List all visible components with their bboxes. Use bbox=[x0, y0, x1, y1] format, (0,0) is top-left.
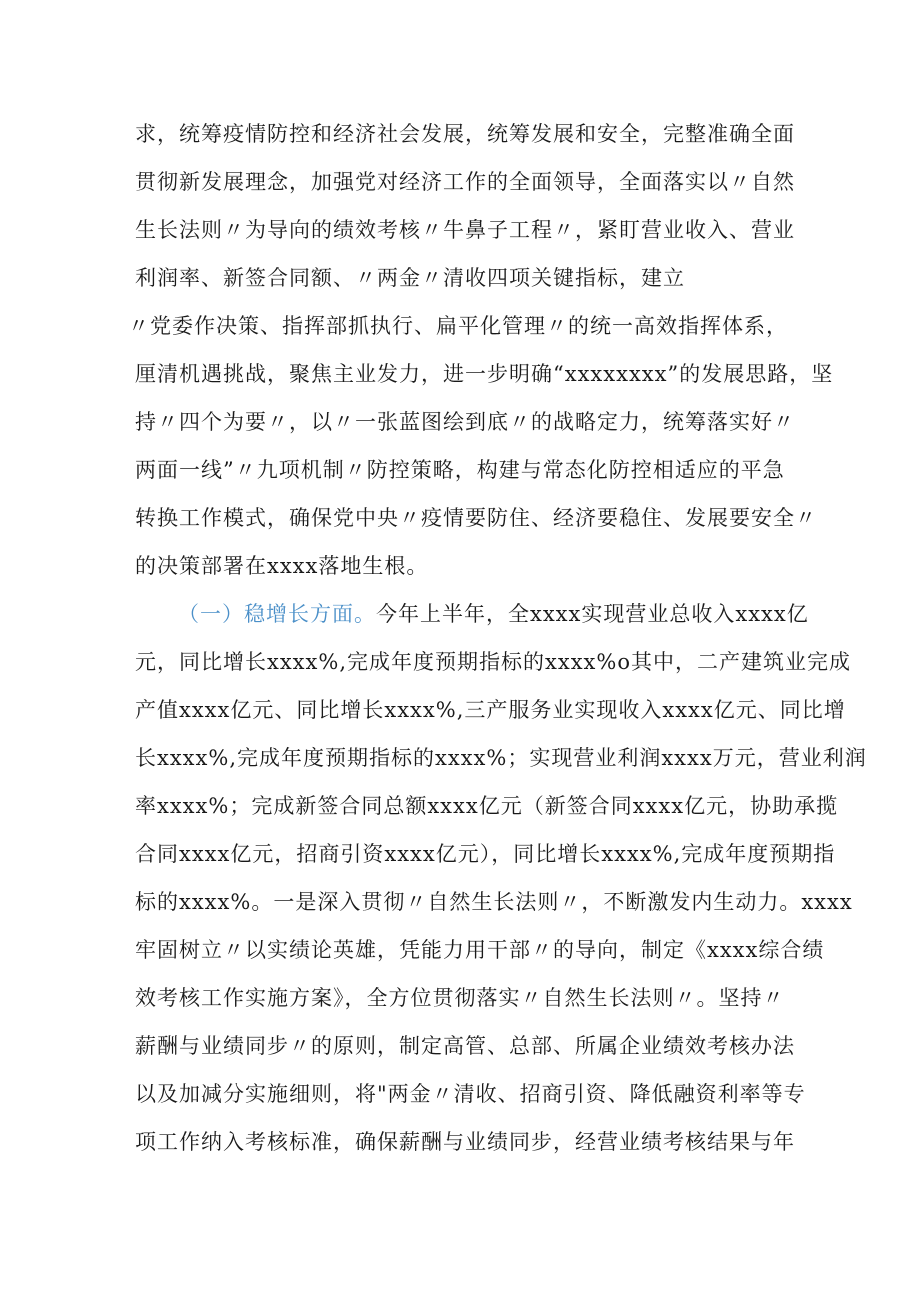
text-line: 厘清机遇挑战，聚焦主业发力，进一步明确“xxxxxxxx”的发展思路，坚 bbox=[135, 362, 834, 386]
text-line: 持〃四个为要〃，以〃一张蓝图绘到底〃的战略定力，统筹落实好〃 bbox=[135, 410, 795, 434]
text-line: 元，同比增长xxxx%,完成年度预期指标的xxxx%o其中，二产建筑业完成 bbox=[135, 650, 851, 674]
text-line: 项工作纳入考核标准，确保薪酬与业绩同步，经营业绩考核结果与年 bbox=[135, 1130, 795, 1154]
section-first-line bbox=[178, 594, 809, 634]
text-line: 产值xxxx亿元、同比增长xxxx%,三产服务业实现收入xxxx亿元、同比增 bbox=[135, 698, 846, 722]
text-line: 〃党委作决策、指挥部抓执行、扁平化管理〃的统一高效指挥体系， bbox=[128, 314, 788, 338]
text-line: 长xxxx%,完成年度预期指标的xxxx%；实现营业利润xxxx万元，营业利润 bbox=[135, 746, 867, 770]
text-line: 两面一线”〃九项机制〃防控策略，构建与常态化防控相适应的平急 bbox=[135, 458, 785, 482]
text-line: 标的xxxx%。一是深入贯彻〃自然生长法则〃，不断激发内生动力。xxxx bbox=[135, 890, 853, 914]
text-line: 以及加减分实施细则，将"两金〃清收、招商引资、降低融资利率等专 bbox=[135, 1082, 806, 1106]
text-line: 转换工作模式，确保党中央〃疫情要防住、经济要稳住、发展要安全〃 bbox=[135, 506, 817, 530]
text-line: 利润率、新签合同额、〃两金〃清收四项关键指标，建立 bbox=[135, 266, 685, 290]
text-line: 求，统筹疫情防控和经济社会发展，统筹发展和安全，完整准确全面 bbox=[135, 122, 795, 146]
text-line: 率xxxx%；完成新签合同总额xxxx亿元（新签合同xxxx亿元，协助承揽 bbox=[135, 794, 839, 818]
text-line: 薪酬与业绩同步〃的原则，制定高管、总部、所属企业绩效考核办法 bbox=[135, 1034, 795, 1058]
text-line: 贯彻新发展理念，加强党对经济工作的全面领导，全面落实以〃自然 bbox=[135, 170, 795, 194]
text-line: 牢固树立〃以实绩论英雄，凭能力用干部〃的导向，制定《xxxx综合绩 bbox=[135, 938, 825, 962]
text-line: 生长法则〃为导向的绩效考核〃牛鼻子工程〃，紧盯营业收入、营业 bbox=[135, 218, 795, 242]
text-segment: 今年上半年，全xxxx实现营业总收入xxxx亿 bbox=[376, 602, 809, 626]
text-line: 效考核工作实施方案》，全方位贯彻落实〃自然生长法则〃。坚持〃 bbox=[135, 986, 785, 1010]
section-heading: （一）稳增长方面。 bbox=[178, 602, 376, 626]
text-line: 合同xxxx亿元，招商引资xxxx亿元），同比增长xxxx%,完成年度预期指 bbox=[135, 842, 836, 866]
text-line: 的决策部署在xxxx落地生根。 bbox=[135, 554, 429, 578]
